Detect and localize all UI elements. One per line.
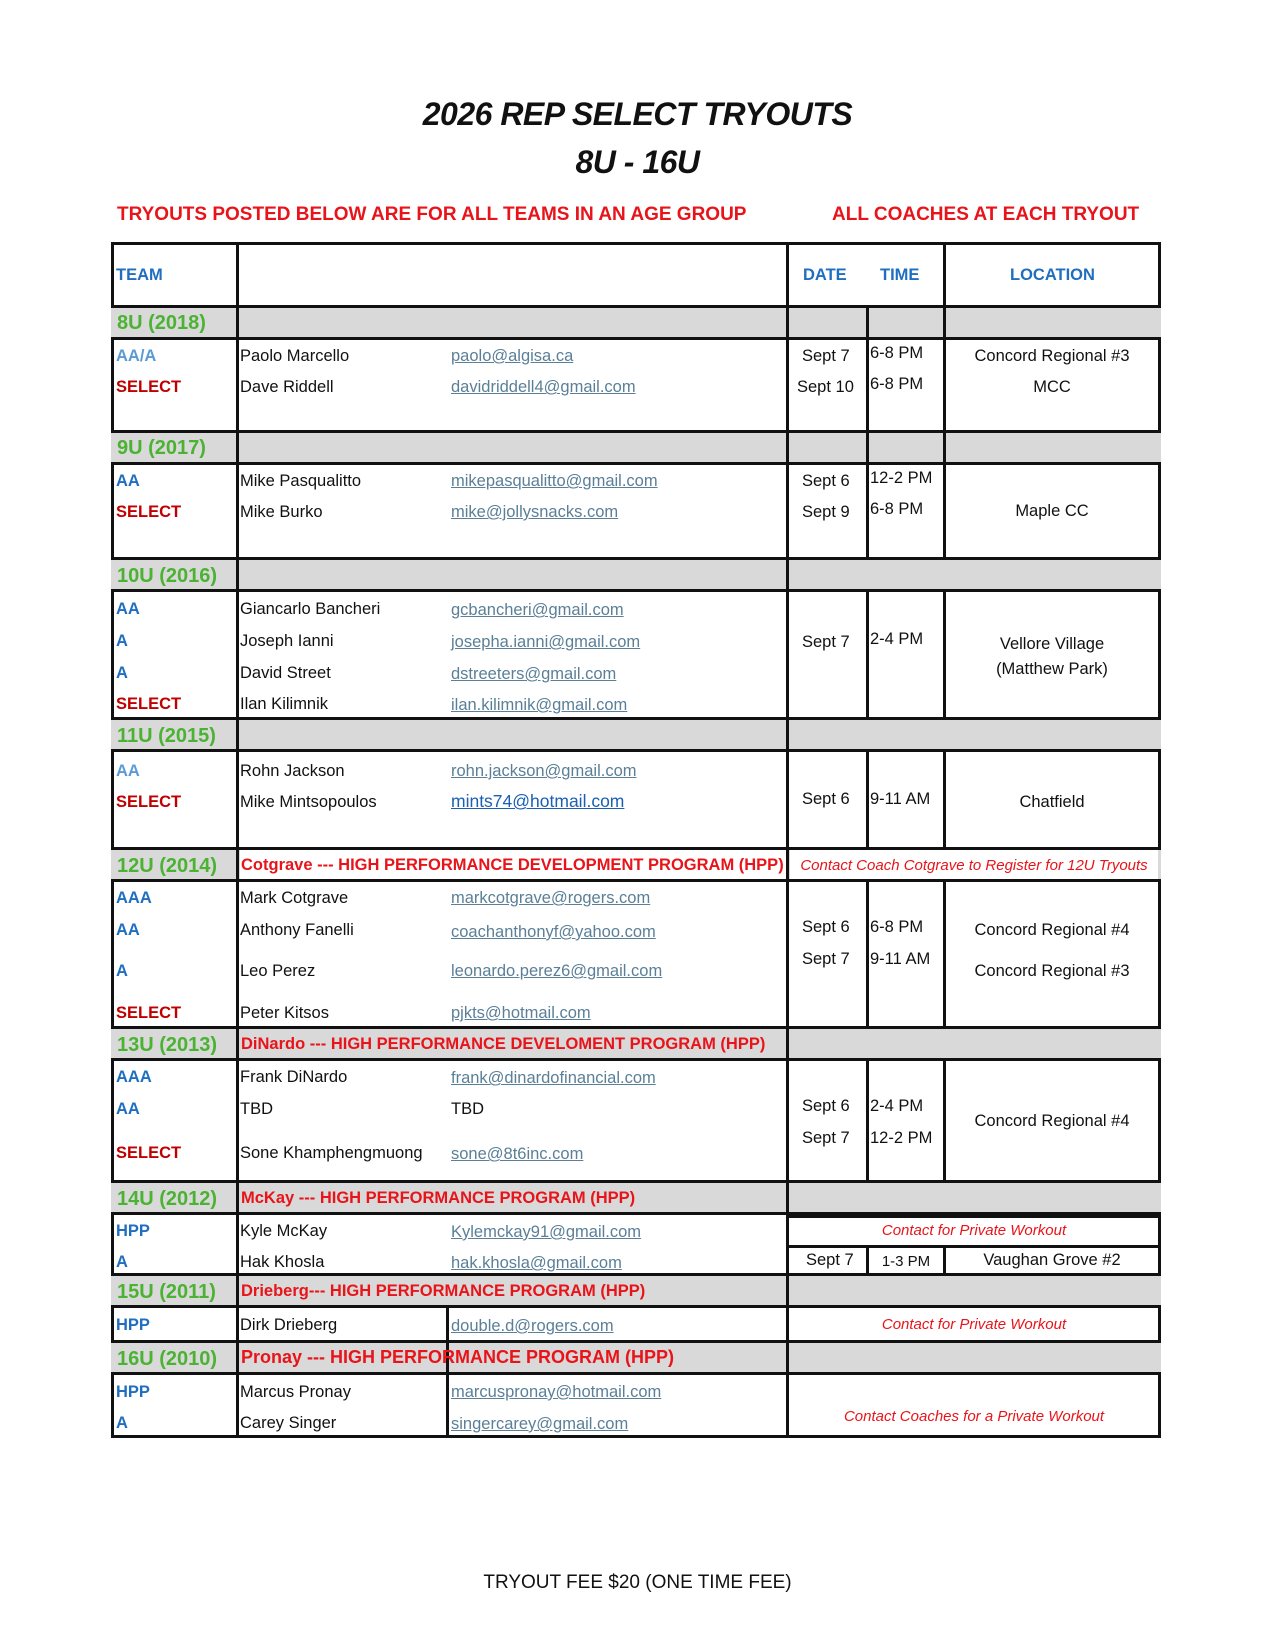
tryout-time: 6-8 PM: [870, 500, 924, 518]
level-label: SELECT: [116, 378, 182, 396]
level-label: AA: [116, 472, 140, 490]
coach-name: Mike Burko: [240, 503, 323, 521]
notice-all-coaches: ALL COACHES AT EACH TRYOUT: [832, 204, 1140, 225]
private-workout-note: Contact for Private Workout: [881, 1316, 1067, 1333]
coach-name: Marcus Pronay: [240, 1383, 351, 1401]
coach-name: Peter Kitsos: [240, 1004, 329, 1022]
coach-name: Mike Mintsopoulos: [240, 793, 377, 811]
register-note: Contact Coach Cotgrave to Register for 12U Tryouts: [800, 857, 1148, 874]
age-label-13u: 13U (2013): [117, 1034, 218, 1056]
level-label: AA: [116, 600, 140, 618]
divider-time-col-a: [866, 305, 869, 557]
coach-name: Joseph Ianni: [240, 632, 334, 650]
coach-name: Mark Cotgrave: [240, 889, 349, 907]
level-label: HPP: [116, 1222, 150, 1240]
coach-email-link[interactable]: rohn.jackson@gmail.com: [451, 762, 637, 780]
coach-email-link[interactable]: mikepasqualitto@gmail.com: [451, 472, 658, 490]
tryout-location: Chatfield: [1019, 793, 1085, 811]
coach-name: Carey Singer: [240, 1414, 337, 1432]
coach-email-link[interactable]: mike@jollysnacks.com: [451, 503, 619, 521]
coach-email-link[interactable]: coachanthonyf@yahoo.com: [451, 923, 656, 941]
tryout-time: 12-2 PM: [870, 1129, 933, 1147]
level-label: A: [116, 632, 128, 650]
coach-name: Mike Pasqualitto: [240, 472, 362, 490]
program-title: Drieberg--- HIGH PERFORMANCE PROGRAM (HPP): [241, 1282, 646, 1300]
tryout-location: Vellore Village: [999, 635, 1105, 653]
tryout-time: 2-4 PM: [870, 1097, 924, 1115]
level-label: A: [116, 1253, 128, 1271]
tryout-location: Concord Regional #4: [974, 921, 1130, 939]
tryout-time: 9-11 AM: [870, 950, 931, 968]
coach-email-link[interactable]: leonardo.perez6@gmail.com: [451, 962, 663, 980]
divider-team-col: [236, 242, 239, 1438]
level-label: A: [116, 1414, 128, 1432]
coach-email-link[interactable]: gcbancheri@gmail.com: [451, 601, 624, 619]
tryout-date: Sept 6: [802, 790, 850, 808]
level-label: SELECT: [116, 503, 182, 521]
coach-email-link[interactable]: frank@dinardofinancial.com: [451, 1069, 656, 1087]
level-label: HPP: [116, 1383, 150, 1401]
tryout-location: Concord Regional #3: [974, 962, 1130, 980]
program-title: McKay --- HIGH PERFORMANCE PROGRAM (HPP): [241, 1189, 636, 1207]
coach-email-link[interactable]: mints74@hotmail.com: [451, 791, 625, 811]
divider-time-col-c: [866, 752, 869, 847]
level-label: AAA: [116, 889, 152, 907]
level-label: AA: [116, 921, 140, 939]
age-label-9u: 9U (2017): [117, 437, 206, 459]
level-label: SELECT: [116, 1144, 182, 1162]
tryout-time: 1-3 PM: [881, 1253, 931, 1270]
tryout-time: 6-8 PM: [870, 918, 924, 936]
page-subtitle: 8U - 16U: [575, 144, 700, 180]
coach-name: Frank DiNardo: [240, 1068, 348, 1086]
tryout-location: Concord Regional #3: [974, 347, 1130, 365]
header-team: TEAM: [116, 266, 163, 284]
coach-name: Dirk Drieberg: [240, 1316, 338, 1334]
header-location: LOCATION: [1010, 266, 1095, 284]
coach-name: Hak Khosla: [240, 1253, 325, 1271]
age-label-8u: 8U (2018): [117, 312, 206, 334]
coach-name: Rohn Jackson: [240, 762, 345, 780]
header-time: TIME: [880, 266, 920, 284]
coach-name: Ilan Kilimnik: [240, 695, 329, 713]
coach-name: Leo Perez: [240, 962, 316, 980]
coach-email-link[interactable]: dstreeters@gmail.com: [451, 665, 617, 683]
level-label: A: [116, 962, 128, 980]
divider-location-col-hdr: [943, 242, 946, 305]
coach-email-link[interactable]: josepha.ianni@gmail.com: [451, 633, 641, 651]
tryout-location: Concord Regional #4: [974, 1112, 1130, 1130]
program-title: DiNardo --- HIGH PERFORMANCE DEVELOMENT PROGRAM (HPP): [241, 1035, 766, 1053]
level-label: A: [116, 664, 128, 682]
line-14u-note-top: [786, 1215, 1161, 1218]
level-label: AAA: [116, 1068, 152, 1086]
age-band-11u: [111, 717, 1161, 752]
level-label: HPP: [116, 1316, 150, 1334]
coach-name: Giancarlo Bancheri: [240, 600, 381, 618]
divider-time-col-d: [866, 882, 869, 1026]
coach-email-tbd: TBD: [451, 1100, 484, 1118]
tryout-date: Sept 7: [802, 633, 850, 651]
coach-email-link[interactable]: Kylemckay91@gmail.com: [451, 1223, 642, 1241]
line-14u-note-bottom: [786, 1245, 1161, 1248]
age-label-15u: 15U (2011): [117, 1281, 216, 1303]
age-label-14u: 14U (2012): [117, 1188, 218, 1210]
notice-all-teams: TRYOUTS POSTED BELOW ARE FOR ALL TEAMS IN AN AGE GROUP: [117, 204, 747, 225]
coach-email-link[interactable]: ilan.kilimnik@gmail.com: [451, 696, 628, 714]
level-label: SELECT: [116, 695, 182, 713]
header-date: DATE: [803, 266, 847, 284]
program-title: Pronay --- HIGH PERFORMANCE PROGRAM (HPP): [241, 1347, 675, 1367]
tryout-fee: TRYOUT FEE $20 (ONE TIME FEE): [483, 1572, 792, 1593]
coach-email-link[interactable]: markcotgrave@rogers.com: [451, 889, 651, 907]
tryout-date: Sept 6: [802, 918, 850, 936]
tryout-location: MCC: [1033, 378, 1071, 396]
coach-name: Anthony Fanelli: [240, 921, 354, 939]
coach-email-link[interactable]: sone@8t6inc.com: [451, 1145, 584, 1163]
coach-name: Paolo Marcello: [240, 347, 350, 365]
tryout-date: Sept 7: [806, 1251, 854, 1269]
tryout-date: Sept 7: [802, 950, 850, 968]
divider-location-col-d: [943, 882, 946, 1026]
tryout-time: 6-8 PM: [870, 344, 924, 362]
divider-email-col: [446, 1307, 449, 1438]
level-label: SELECT: [116, 1004, 182, 1022]
age-label-10u: 10U (2016): [117, 565, 218, 587]
divider-date-col: [786, 242, 789, 1438]
private-workout-note: Contact Coaches for a Private Workout: [843, 1408, 1105, 1425]
age-label-11u: 11U (2015): [117, 725, 216, 747]
level-label: SELECT: [116, 793, 182, 811]
divider-time-col-b: [866, 592, 869, 717]
private-workout-note: Contact for Private Workout: [881, 1222, 1067, 1239]
coach-name: Sone Khamphengmuong: [240, 1144, 423, 1162]
tryout-location: (Matthew Park): [996, 660, 1108, 678]
coach-name: Dave Riddell: [240, 378, 334, 396]
tryout-time: 2-4 PM: [870, 630, 924, 648]
coach-email-link[interactable]: double.d@rogers.com: [451, 1317, 614, 1335]
age-band-9u: [111, 430, 1161, 465]
tryout-date: Sept 9: [802, 503, 850, 521]
program-title: Cotgrave --- HIGH PERFORMANCE DEVELOPMENT PROGRAM (HPP): [241, 856, 784, 874]
coach-email-link[interactable]: davidriddell4@gmail.com: [451, 378, 636, 396]
tryout-date: Sept 7: [802, 1129, 850, 1147]
tryout-date: Sept 7: [802, 347, 850, 365]
level-label: AA: [116, 762, 140, 780]
age-label-16u: 16U (2010): [117, 1348, 218, 1370]
page-title: 2026 REP SELECT TRYOUTS: [422, 96, 853, 132]
coach-email-link[interactable]: hak.khosla@gmail.com: [451, 1254, 622, 1272]
divider-location-col-b: [943, 592, 946, 717]
coach-email-link[interactable]: paolo@algisa.ca: [451, 347, 574, 365]
tryout-date: Sept 6: [802, 472, 850, 490]
level-label: AA: [116, 1100, 140, 1118]
coach-name: Kyle McKay: [240, 1222, 328, 1240]
tryout-location: Maple CC: [1015, 502, 1089, 520]
coach-name: David Street: [240, 664, 331, 682]
level-label: AA/A: [116, 347, 157, 365]
divider-time-col-e: [866, 1061, 869, 1180]
age-band-10u: [111, 557, 1161, 592]
coach-email-link[interactable]: pjkts@hotmail.com: [451, 1004, 591, 1022]
age-band-8u: [111, 305, 1161, 340]
tryout-time: 6-8 PM: [870, 375, 924, 393]
tryout-date: Sept 6: [802, 1097, 850, 1115]
coach-name: TBD: [240, 1100, 273, 1118]
coach-email-link[interactable]: singercarey@gmail.com: [451, 1415, 629, 1433]
tryout-time: 12-2 PM: [870, 469, 933, 487]
age-label-12u: 12U (2014): [117, 855, 218, 877]
coach-email-link[interactable]: marcuspronay@hotmail.com: [451, 1383, 662, 1401]
tryout-location: Vaughan Grove #2: [983, 1251, 1121, 1269]
tryout-time: 9-11 AM: [870, 790, 931, 808]
tryout-date: Sept 10: [797, 378, 854, 396]
